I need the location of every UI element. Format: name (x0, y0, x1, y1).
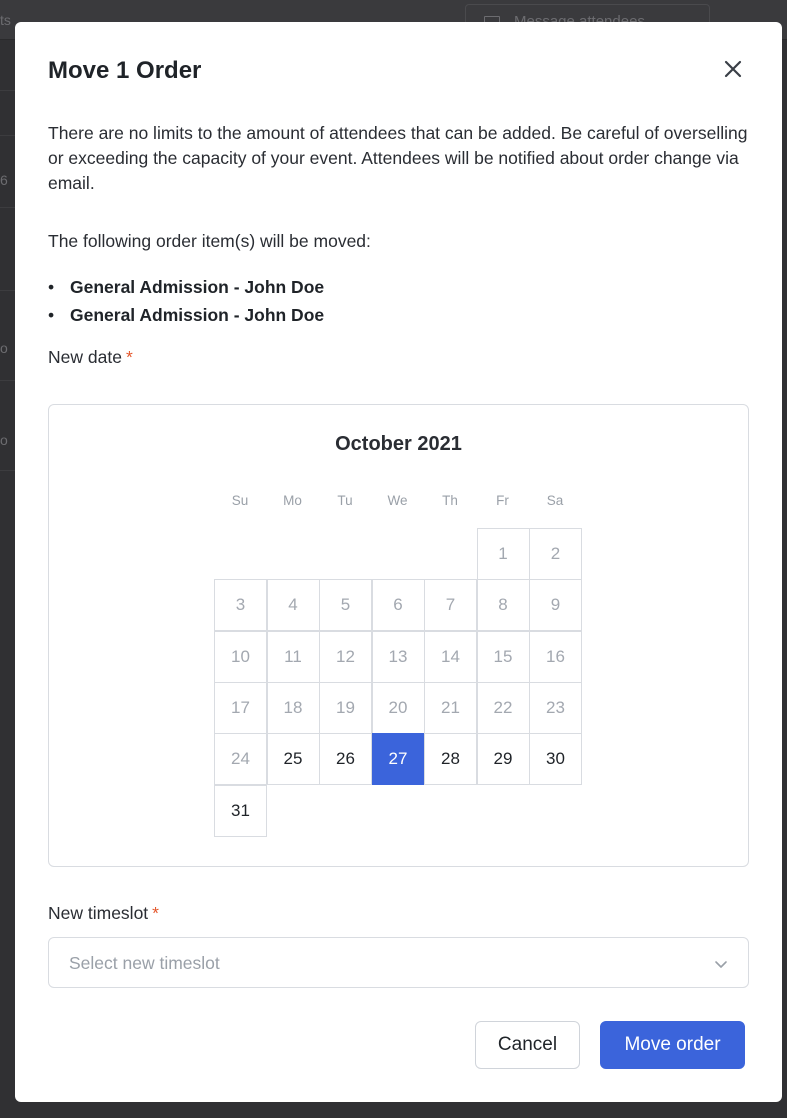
list-item (48, 273, 324, 301)
new-date-label-text: New date (48, 347, 122, 367)
background-fragment: o (0, 340, 8, 356)
weekday-header: Th (442, 493, 458, 508)
weekday-header: Sa (546, 493, 564, 508)
calendar-day: 23 (529, 682, 582, 734)
calendar-day[interactable]: 25 (267, 733, 320, 785)
calendar-day: 2 (529, 528, 582, 580)
calendar-day: 24 (214, 733, 267, 785)
calendar-day: 20 (372, 682, 425, 734)
close-icon (722, 58, 744, 80)
calendar-day: 9 (529, 579, 582, 631)
order-items-list (48, 273, 324, 329)
background-fragment: o (0, 432, 8, 448)
weekday-header: Tu (337, 493, 353, 508)
following-items-label: The following order item(s) will be moved: (48, 231, 371, 251)
calendar-day: 10 (214, 631, 267, 683)
calendar-day[interactable]: 31 (214, 785, 267, 837)
calendar-day: 3 (214, 579, 267, 631)
calendar-day: 16 (529, 631, 582, 683)
calendar-day: 19 (319, 682, 372, 734)
calendar-day: 1 (477, 528, 530, 580)
move-order-modal (15, 22, 782, 1102)
calendar-day-selected[interactable]: 27 (372, 733, 425, 785)
list-item (48, 301, 324, 329)
new-date-label (48, 347, 133, 368)
move-order-button[interactable]: Move order (600, 1021, 745, 1069)
calendar-day[interactable]: 29 (477, 733, 530, 785)
weekday-header: Mo (283, 493, 302, 508)
calendar-day: 12 (319, 631, 372, 683)
background-fragment: 6 (0, 172, 8, 188)
calendar-day[interactable]: 28 (424, 733, 477, 785)
date-picker-calendar (48, 404, 749, 867)
new-timeslot-label (48, 903, 159, 924)
calendar-day: 18 (267, 682, 320, 734)
required-asterisk: * (152, 903, 159, 923)
required-asterisk: * (125, 347, 133, 367)
bullet: • (48, 305, 55, 325)
weekday-header: We (387, 493, 408, 508)
timeslot-placeholder: Select new timeslot (69, 953, 220, 973)
calendar-day: 7 (424, 579, 477, 631)
calendar-day[interactable]: 30 (529, 733, 582, 785)
calendar-day: 13 (372, 631, 425, 683)
calendar-day: 17 (214, 682, 267, 734)
calendar-day: 11 (267, 631, 320, 683)
weekday-header: Su (231, 493, 249, 508)
intro-text: There are no limits to the amount of attendees that can be added. Be careful of overselling or exceeding the capacity of your event. Attendees will be notified about order change via email. (48, 123, 748, 193)
order-item-label: General Admission - John Doe (70, 277, 325, 297)
timeslot-select[interactable] (48, 937, 749, 988)
calendar-day: 8 (477, 579, 530, 631)
background-fragment: ts (0, 12, 11, 28)
calendar-day: 14 (424, 631, 477, 683)
calendar-day: 5 (319, 579, 372, 631)
calendar-day: 15 (477, 631, 530, 683)
calendar-day[interactable]: 26 (319, 733, 372, 785)
close-button[interactable] (722, 58, 744, 80)
chevron-down-icon (714, 957, 728, 971)
weekday-header: Fr (496, 493, 509, 508)
calendar-day: 4 (267, 579, 320, 631)
bullet: • (48, 277, 55, 297)
calendar-day: 21 (424, 682, 477, 734)
calendar-day: 22 (477, 682, 530, 734)
modal-title: Move 1 Order (48, 57, 202, 84)
calendar-day: 6 (372, 579, 425, 631)
cancel-button[interactable]: Cancel (475, 1021, 580, 1069)
calendar-month-label: October 2021 (335, 433, 462, 455)
order-item-label: General Admission - John Doe (70, 305, 325, 325)
new-timeslot-label-text: New timeslot (48, 903, 149, 923)
